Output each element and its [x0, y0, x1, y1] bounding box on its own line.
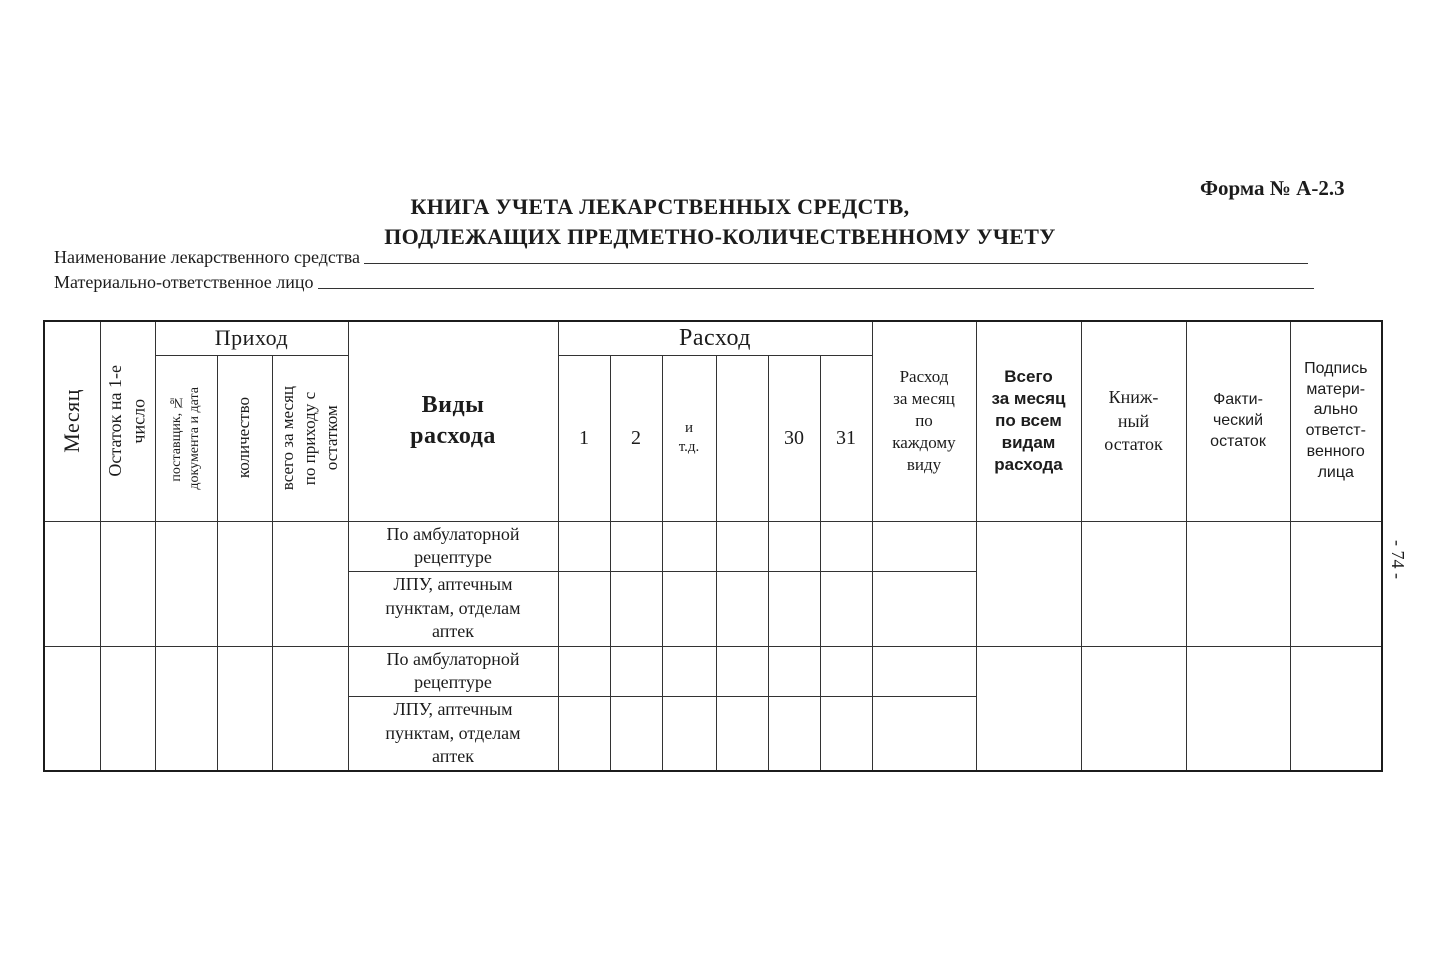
cell-day: [610, 571, 662, 646]
cell-day: [558, 571, 610, 646]
cell-day: [820, 696, 872, 771]
cell-day: [768, 696, 820, 771]
cell-expense-month: [872, 571, 976, 646]
cell-signature: [1290, 646, 1382, 771]
table-row: [44, 646, 1382, 696]
cell-day: [768, 521, 820, 571]
cell-day: [820, 571, 872, 646]
drug-name-line: [364, 262, 1308, 264]
cell-day: [716, 696, 768, 771]
cell-balance: [100, 521, 155, 646]
header-total-month: Всего за месяц по всем видам расхода: [976, 321, 1081, 521]
drug-name-field: [54, 247, 1308, 268]
cell-day: [716, 646, 768, 696]
cell-day: [558, 696, 610, 771]
header-book-balance: Книж- ный остаток: [1081, 321, 1186, 521]
expense-kind-lpu: ЛПУ, аптечным пунктам, отделам аптек: [348, 571, 558, 646]
cell-day: [768, 571, 820, 646]
cell-day: [716, 571, 768, 646]
cell-day: [558, 521, 610, 571]
expense-kind-ambulatory: По амбулаторной рецептуре: [348, 521, 558, 571]
cell-day: [610, 521, 662, 571]
header-month: Месяц: [44, 321, 100, 521]
cell-total-income: [272, 521, 348, 646]
header-quantity: количество: [217, 355, 272, 521]
cell-month: [44, 521, 100, 646]
cell-day: [558, 646, 610, 696]
cell-book-balance: [1081, 521, 1186, 646]
cell-day: [662, 571, 716, 646]
header-expense: Расход: [558, 321, 872, 355]
cell-expense-month: [872, 646, 976, 696]
cell-total-month: [976, 521, 1081, 646]
cell-expense-month: [872, 521, 976, 571]
responsible-line: [318, 287, 1314, 289]
cell-day: [716, 521, 768, 571]
cell-expense-month: [872, 696, 976, 771]
header-supplier: поставщик, № документа и дата: [155, 355, 217, 521]
header-balance-first: Остаток на 1-е число: [100, 321, 155, 521]
header-actual-balance: Факти- ческий остаток: [1186, 321, 1290, 521]
header-expense-month: Расход за месяц по каждому виду: [872, 321, 976, 521]
cell-supplier: [155, 521, 217, 646]
responsible-label: Материально-ответственное лицо: [54, 272, 314, 292]
ledger-table: [43, 320, 1383, 772]
cell-book-balance: [1081, 646, 1186, 771]
cell-day: [610, 646, 662, 696]
header-row-1: [44, 321, 1382, 355]
cell-day: [820, 521, 872, 571]
cell-balance: [100, 646, 155, 771]
title-line-1: КНИГА УЧЕТА ЛЕКАРСТВЕННЫХ СРЕДСТВ,: [410, 194, 910, 219]
header-day-2: 2: [610, 355, 662, 521]
cell-day: [768, 646, 820, 696]
header-day-30: 30: [768, 355, 820, 521]
cell-total-month: [976, 646, 1081, 771]
header-day-1: 1: [558, 355, 610, 521]
expense-kind-lpu: ЛПУ, аптечным пунктам, отделам аптек: [348, 696, 558, 771]
title-line-2: ПОДЛЕЖАЩИХ ПРЕДМЕТНО-КОЛИЧЕСТВЕННОМУ УЧЕТУ: [384, 224, 1056, 249]
header-day-31: 31: [820, 355, 872, 521]
cell-day: [662, 696, 716, 771]
cell-day: [610, 696, 662, 771]
page-number: - 74 -: [1388, 540, 1408, 579]
form-number: Форма № А-2.3: [1200, 176, 1345, 200]
header-day-etc: и т.д.: [662, 355, 716, 521]
cell-quantity: [217, 646, 272, 771]
document-title: [330, 192, 1110, 252]
cell-day: [662, 646, 716, 696]
cell-supplier: [155, 646, 217, 771]
header-kinds: Виды расхода: [348, 321, 558, 521]
expense-kind-ambulatory: По амбулаторной рецептуре: [348, 646, 558, 696]
header-total-income: всего за месяц по приходу с остатком: [272, 355, 348, 521]
cell-actual-balance: [1186, 521, 1290, 646]
cell-day: [662, 521, 716, 571]
header-signature: Подпись матери- ально ответст- венного лица: [1290, 321, 1382, 521]
header-day-blank: [716, 355, 768, 521]
cell-total-income: [272, 646, 348, 771]
cell-month: [44, 646, 100, 771]
cell-day: [820, 646, 872, 696]
drug-name-label: Наименование лекарственного средства: [54, 247, 361, 267]
header-income: Приход: [155, 321, 348, 355]
table-row: [44, 521, 1382, 571]
cell-signature: [1290, 521, 1382, 646]
cell-actual-balance: [1186, 646, 1290, 771]
responsible-field: [54, 272, 1314, 293]
cell-quantity: [217, 521, 272, 646]
